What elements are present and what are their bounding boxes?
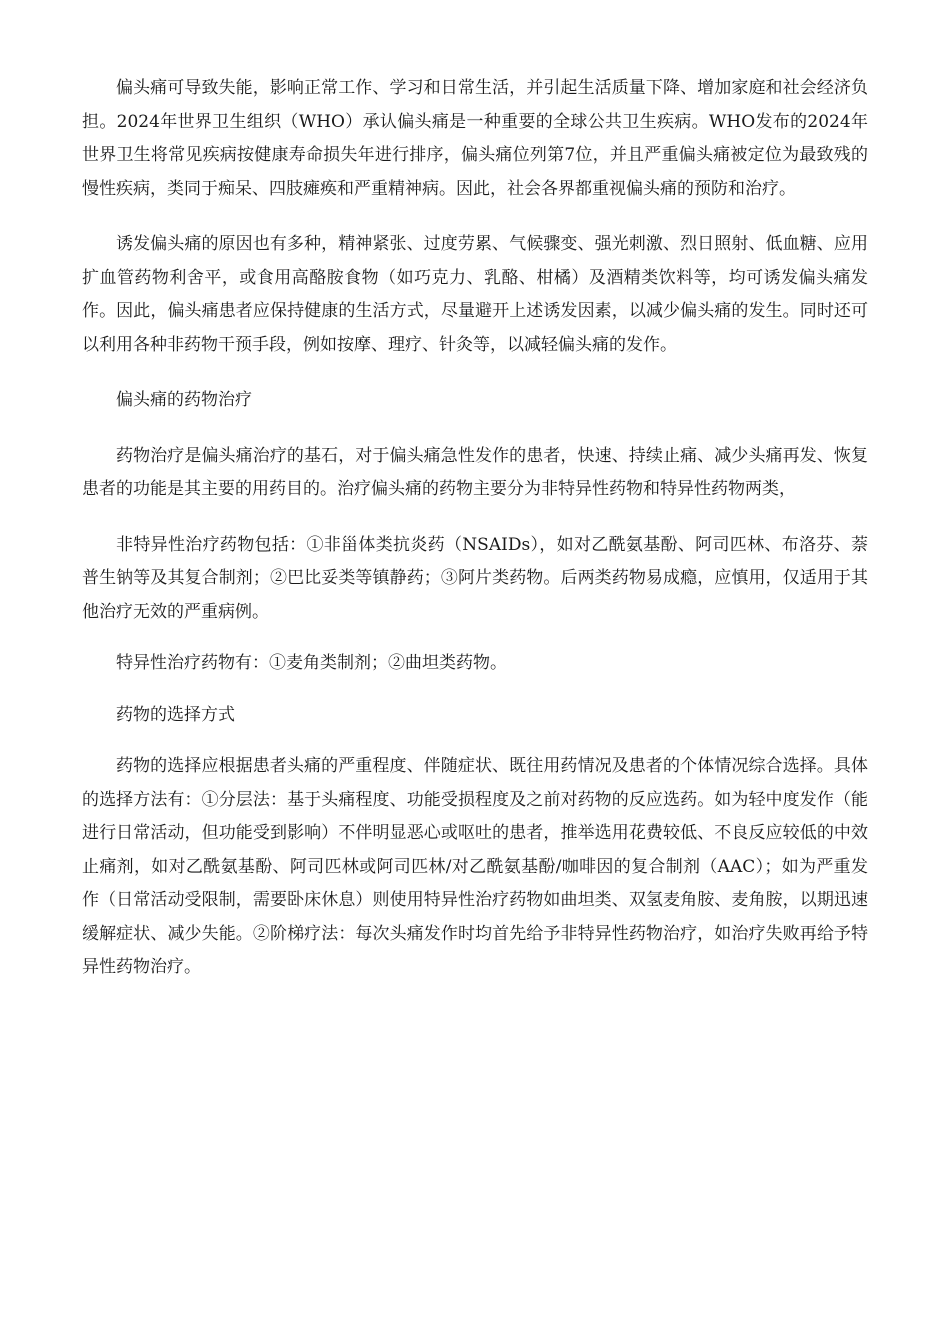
document-body [82,72,868,985]
paragraph-specific-drugs: 特异性治疗药物有：①麦角类制剂；②曲坦类药物。 [116,653,507,673]
paragraph-nonspecific-drugs: 非特异性治疗药物包括：①非甾体类抗炎药（NSAIDs），如对乙酰氨基酚、阿司匹林、布洛芬、萘普生钠等及其复合制剂；②巴比妥类等镇静药；③阿片类药物。后两类药物易成瘾，应慎用，仅适用于其他治疗无效的严重病例。 [82,534,868,622]
section-heading-drug-treatment: 偏头痛的药物治疗 [116,390,252,410]
paragraph-migraine-burden: 偏头痛可导致失能，影响正常工作、学习和日常生活，并引起生活质量下降、增加家庭和社会经济负担。2024年世界卫生组织（WHO）承认偏头痛是一种重要的全球公共卫生疾病。WHO发布的2024年世界卫生将常见疾病按健康寿命损失年进行排序，偏头痛位列第7位，并且严重偏头痛被定位为最致残的慢性疾病，类同于痴呆、四肢瘫痪和严重精神病。因此，社会各界都重视偏头痛的预防和治疗。 [82,78,868,199]
section-heading-drug-selection: 药物的选择方式 [116,704,235,725]
paragraph-drug-selection: 药物的选择应根据患者头痛的严重程度、伴随症状、既往用药情况及患者的个体情况综合选择。具体的选择方法有：①分层法：基于头痛程度、功能受损程度及之前对药物的反应选药。如为轻中度发作（能进行日常活动，但功能受到影响）不伴明显恶心或呕吐的患者，推举选用花费较低、不良反应较低的中效止痛剂，如对乙酰氨基酚、阿司匹林或阿司匹林/对乙酰氨基酚/咖啡因的复合制剂（AAC）；如为严重发作（日常活动受限制，需要卧床休息）则使用特异性治疗药物如曲坦类、双氢麦角胺、麦角胺，以期迅速缓解症状、减少失能。②阶梯疗法：每次头痛发作时均首先给予非特异性药物治疗，如治疗失败再给予特异性药物治疗。 [82,756,868,977]
paragraph-migraine-triggers: 诱发偏头痛的原因也有多种，精神紧张、过度劳累、气候骤变、强光刺激、烈日照射、低血糖、应用扩血管药物利舍平，或食用高酪胺食物（如巧克力、乳酪、柑橘）及酒精类饮料等，均可诱发偏头痛发作。因此，偏头痛患者应保持健康的生活方式，尽量避开上述诱发因素，以减少偏头痛的发生。同时还可以利用各种非药物干预手段，例如按摩、理疗、针灸等，以减轻偏头痛的发作。 [82,234,868,355]
paragraph-drug-treatment: 药物治疗是偏头痛治疗的基石，对于偏头痛急性发作的患者，快速、持续止痛、减少头痛再发、恢复患者的功能是其主要的用药目的。治疗偏头痛的药物主要分为非特异性药物和特异性药物两类， [82,445,868,499]
